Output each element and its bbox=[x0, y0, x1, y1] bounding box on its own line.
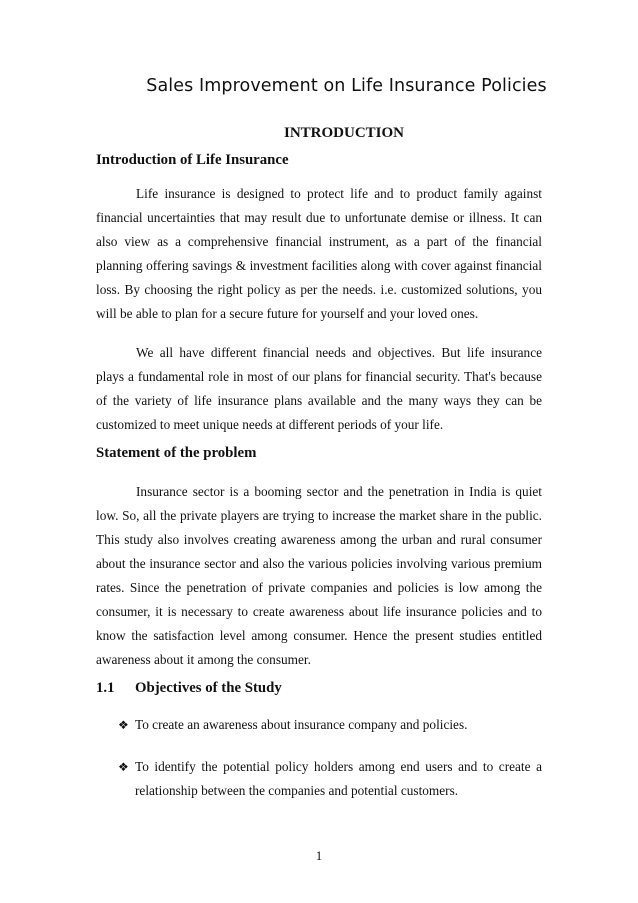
document-title: Sales Improvement on Life Insurance Policies bbox=[146, 76, 547, 96]
section-heading-life-insurance: Introduction of Life Insurance bbox=[96, 152, 289, 168]
section-number: 1.1 bbox=[96, 680, 115, 696]
paragraph-life-insurance-2: We all have different financial needs and objectives. But life insurance plays a fundamental role in most of our plans for financial security. That's because of the variety of life insurance plans available and the many ways they can be customized to meet unique needs at different periods of your life. bbox=[96, 345, 542, 432]
introduction-heading: INTRODUCTION bbox=[283, 125, 404, 141]
diamond-bullet-icon: ❖ bbox=[118, 760, 129, 774]
paragraph-life-insurance-1: Life insurance is designed to protect life and to product family against financial uncertainties that may result due to unfortunate demise or illness. It can also view as a comprehensive financial instrument, as a part of the financial planning offering savings & investment facilities along with cover against financial loss. By choosing the right policy as per the needs. i.e. customized solutions, you will be able to plan for a secure future for yourself and your loved ones. bbox=[96, 186, 542, 321]
paragraph-problem: Insurance sector is a booming sector and the penetration in India is quiet low. So, all the private players are trying to increase the market share in the public. This study also involves creating awareness among the urban and rural consumer about the insurance sector and also the various policies involving various premium rates. Since the penetration of private companies and policies is low among the consumer, it is necessary to create awareness about life insurance policies and to know the satisfaction level among consumer. Hence the present studies entitled awareness about it among the consumer. bbox=[96, 484, 542, 667]
section-heading-problem: Statement of the problem bbox=[96, 445, 257, 461]
objective-bullet-1 bbox=[118, 713, 542, 737]
page-number: 1 bbox=[315, 848, 323, 863]
objective-text: To identify the potential policy holders among end users and to create a relationship between the companies and potential customers. bbox=[135, 759, 542, 798]
section-heading-objectives bbox=[96, 680, 282, 697]
objective-bullet-2 bbox=[118, 755, 542, 803]
diamond-bullet-icon: ❖ bbox=[118, 718, 129, 732]
section-title: Objectives of the Study bbox=[135, 680, 282, 696]
objective-text: To create an awareness about insurance company and policies. bbox=[135, 717, 468, 732]
